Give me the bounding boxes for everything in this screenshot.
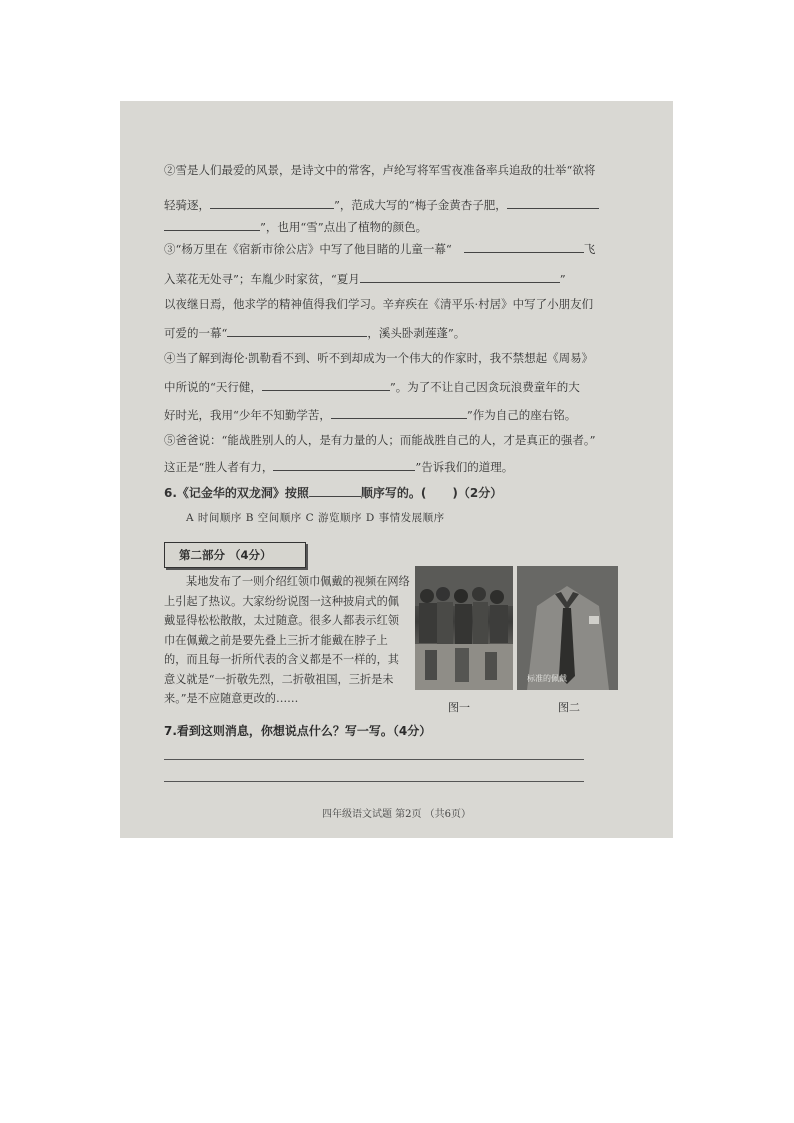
q5-item3-text-a: ③“杨万里在《宿新市徐公店》中写了他目睹的儿童一幕“ [164,242,452,256]
answer-blank[interactable] [331,407,467,419]
q5-item3-line1 [164,241,595,256]
q5-item2-text-a: 轻骑逐， [164,198,210,212]
q5-item4-text-b: ”。为了不让自己因贪玩浪费童年的大 [389,380,580,394]
scanned-exam-page [120,101,673,838]
q5-item3-text-c: 入菜花无处寻”；车胤少时家贫，“夏月 [164,272,360,286]
q5-item4-text-a: 中所说的“天行健， [164,380,262,394]
section-title: 第二部分 （4分） [179,548,272,562]
q5-item2-line2 [164,197,599,212]
q5-item3-text-e: 可爱的一幕“ [164,326,228,340]
crowd-photo-illustration [415,566,513,690]
q5-item5-text-a: 这正是“胜人者有力， [164,460,274,474]
q5-item4-line1: ④当了解到海伦·凯勒看不到、听不到却成为一个伟大的作家时，我不禁想起《周易》 [164,351,594,365]
q5-item2-line3 [164,219,427,234]
q5-item3-line2 [164,271,566,286]
figure-two-watermark: 标准的佩戴 [527,674,567,683]
red-scarf-photo-illustration [517,566,618,690]
q6-text-b: 顺序写的。( [360,486,427,500]
q5-item2-text-c: ”，也用“雪”点出了植物的颜色。 [260,220,428,234]
q5-item4-text-c: 好时光，我用“少年不知勤学苦， [164,408,331,422]
figure-two-photo [517,566,618,690]
section-header-part2 [164,542,306,568]
q6-question [164,485,502,500]
q5-item3-line3: 以夜继日焉，他求学的精神值得我们学习。辛弃疾在《清平乐·村居》中写了小朋友们 [164,297,594,311]
q5-item3-line4 [164,325,465,340]
q6-text-a: 6.《记金华的双龙洞》按照 [164,486,309,500]
q5-item5-text-b: ”告诉我们的道理。 [415,460,514,474]
figure-two-caption: 图二 [558,701,580,714]
figure-one-photo [415,566,513,690]
q7-question: 7.看到这则消息，你想说点什么？写一写。（4分） [164,724,432,738]
answer-blank[interactable] [210,197,334,209]
q5-item3-text-d: ” [559,272,566,286]
answer-blank[interactable] [507,197,599,209]
answer-blank[interactable] [464,241,584,253]
q5-item4-text-d: ”作为自己的座右铭。 [466,408,577,422]
q5-item2-line1: ②雪是人们最爱的风景，是诗文中的常客，卢纶写将军雪夜准备率兵追敌的壮举“欲将 [164,163,596,177]
answer-blank[interactable] [262,379,390,391]
q6-text-c: )（2分） [452,486,503,500]
q5-item4-line2 [164,379,580,394]
q6-options: A 时间顺序 B 空间顺序 C 游览顺序 D 事情发展顺序 [186,512,445,524]
q5-item5-line1: ⑤爸爸说：“能战胜别人的人，是有力量的人；而能战胜自己的人，才是真正的强者。” [164,433,596,447]
page-footer: 四年级语文试题 第2页 （共6页） [321,809,472,820]
writing-line[interactable] [164,781,584,782]
q5-item4-line3 [164,407,576,422]
writing-line[interactable] [164,759,584,760]
answer-blank[interactable] [309,485,361,497]
q5-item3-text-f: ，溪头卧剥莲蓬”。 [367,326,466,340]
news-paragraph [164,572,410,709]
answer-blank[interactable] [360,271,560,283]
q5-item5-line2 [164,459,513,474]
figure-one-caption: 图一 [448,701,470,714]
q5-item2-text-b: ”，范成大写的“梅子金黄杏子肥， [334,198,507,212]
news-paragraph-text: 某地发布了一则介绍红领巾佩戴的视频在网络上引起了热议。大家纷纷说图一这种披肩式的佩戴显得松松散散，太过随意。很多人都表示红领巾在佩戴之前是要先叠上三折才能戴在脖子上的，而且每一折所代表的含义都是不一样的，其意义就是“一折敬先烈，二折敬祖国，三折是未来。”是不应随意更改的…… [164,575,410,705]
answer-blank[interactable] [273,459,415,471]
answer-blank[interactable] [227,325,367,337]
answer-blank[interactable] [164,219,260,231]
q5-item3-text-b: 飞 [583,242,596,256]
